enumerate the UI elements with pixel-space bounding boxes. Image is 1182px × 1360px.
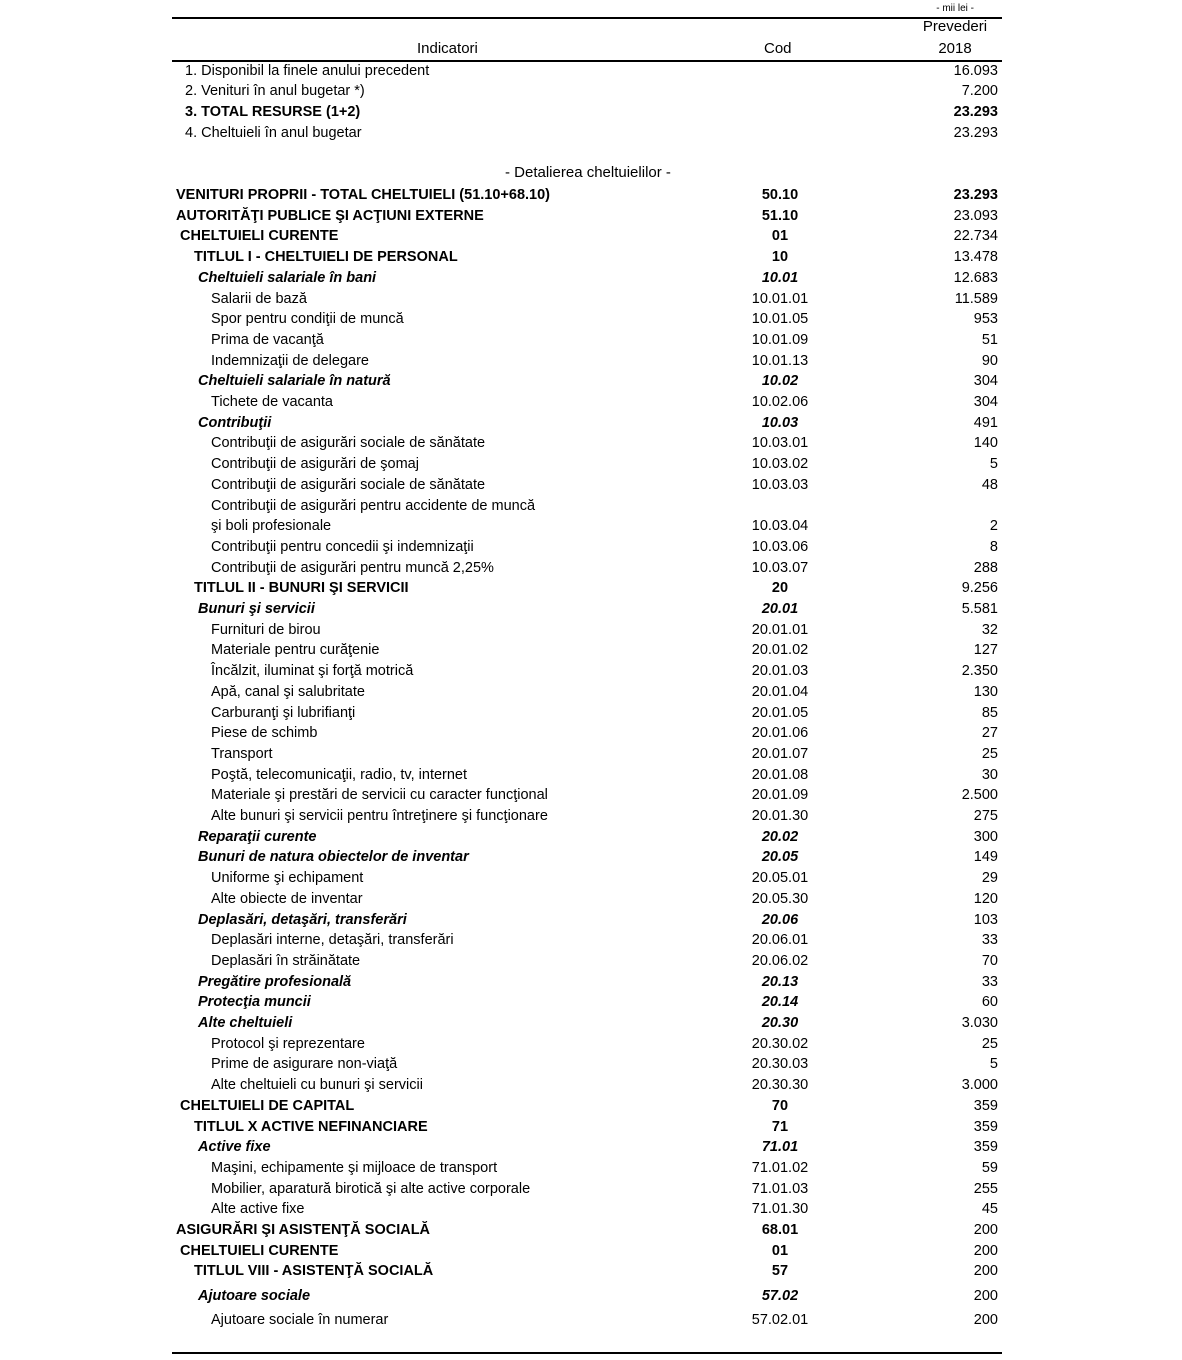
- budget-document: [172, 0, 1002, 1360]
- row-label: Contribuţii de asigurări de şomaj: [211, 456, 419, 473]
- row-value: 304: [973, 394, 998, 410]
- table-row: [172, 558, 1002, 578]
- summary-row: [172, 61, 1002, 81]
- row-code: 10.03.01: [751, 435, 809, 452]
- row-label: Alte bunuri şi servicii pentru întreţinere şi funcţionare: [211, 808, 548, 824]
- row-value: 23.293: [953, 187, 998, 203]
- row-value: 30: [981, 766, 998, 783]
- row-label: AUTORITĂŢI PUBLICE ŞI ACŢIUNI EXTERNE: [176, 207, 484, 224]
- row-label: Contribuţii: [198, 414, 272, 431]
- row-code: 20.05.30: [751, 890, 809, 907]
- table-row: [172, 661, 1002, 681]
- row-code: 10.01.05: [751, 311, 809, 328]
- row-label: Alte cheltuieli cu bunuri şi servicii: [211, 1077, 423, 1094]
- row-value: 33: [981, 973, 998, 990]
- row-label: Uniforme şi echipament: [211, 870, 364, 887]
- row-value: 13.478: [953, 249, 998, 266]
- row-label: TITLUL X ACTIVE NEFINANCIARE: [194, 1118, 428, 1135]
- row-code: 20.01.09: [751, 787, 809, 804]
- table-row: [172, 206, 1002, 226]
- table-row: [172, 226, 1002, 246]
- row-value: 90: [981, 352, 998, 369]
- summary-value: 7.200: [961, 83, 998, 99]
- table-row: [172, 765, 1002, 785]
- row-code: 10.03: [761, 414, 799, 431]
- row-code: 20.01.30: [751, 808, 809, 824]
- row-label: Transport: [211, 745, 273, 762]
- table-row: [172, 1034, 1002, 1054]
- row-value: 25: [981, 1035, 998, 1052]
- table-row: [172, 723, 1002, 743]
- row-label: Piese de schimb: [211, 725, 318, 742]
- row-label: Furnituri de birou: [211, 621, 321, 638]
- row-code: 10.03.04: [751, 518, 809, 535]
- summary-row: [172, 123, 1002, 143]
- row-value: 2: [989, 518, 998, 535]
- row-code: 20.30.30: [751, 1077, 809, 1094]
- row-value: 491: [973, 414, 998, 431]
- details-caption: - Detalierea cheltuielilor -: [505, 164, 671, 181]
- row-code: 20.30: [761, 1015, 799, 1031]
- table-row: [172, 1096, 1002, 1116]
- table-row: [172, 703, 1002, 723]
- row-code: 01: [771, 1242, 789, 1259]
- row-label: CHELTUIELI CURENTE: [180, 228, 339, 245]
- bottom-rule: [172, 1352, 1002, 1354]
- row-value: 85: [981, 704, 998, 721]
- table-row: [172, 1075, 1002, 1095]
- table-row: [172, 309, 1002, 329]
- row-code: 10.02: [761, 373, 799, 390]
- row-label: ASIGURĂRI ŞI ASISTENŢĂ SOCIALĂ: [176, 1222, 431, 1238]
- row-code: 20.01.01: [751, 621, 809, 638]
- header-forecast-line2: 2018: [938, 40, 972, 57]
- table-row: [172, 868, 1002, 888]
- row-code: 10.03.07: [751, 559, 809, 576]
- row-label: Contribuţii de asigurări pentru accidente de muncă: [211, 497, 536, 514]
- row-code: 10.03.06: [751, 538, 809, 555]
- summary-value: 23.293: [953, 104, 998, 120]
- row-label: Spor pentru condiţii de muncă: [211, 311, 404, 328]
- row-code: 20.01.08: [751, 766, 809, 783]
- summary-value: 16.093: [953, 63, 998, 79]
- row-value: 11.589: [954, 290, 998, 307]
- row-value: 3.000: [961, 1077, 998, 1094]
- row-label: Contribuţii de asigurări sociale de sănătate: [211, 435, 486, 452]
- row-value: 32: [981, 621, 998, 638]
- row-label: Materiale şi prestări de servicii cu caracter funcţional: [211, 787, 548, 804]
- row-code: 71.01.30: [751, 1201, 809, 1218]
- row-label: TITLUL VIII - ASISTENŢĂ SOCIALĂ: [194, 1263, 434, 1280]
- table-row: [172, 1013, 1002, 1033]
- row-value: 70: [981, 952, 998, 969]
- row-value: 304: [973, 373, 998, 390]
- row-code: 10.01.09: [751, 331, 809, 348]
- header-indicators: Indicatori: [417, 40, 478, 57]
- row-label: Pregătire profesională: [198, 973, 352, 990]
- table-row: [172, 475, 1002, 495]
- row-label: Mobilier, aparatură birotică şi alte active corporale: [211, 1180, 531, 1197]
- row-label: Protecţia muncii: [198, 994, 311, 1011]
- row-value: 120: [973, 890, 998, 907]
- table-row: [172, 516, 1002, 536]
- row-value: 27: [981, 725, 998, 742]
- row-label: Încălzit, iluminat şi forţă motrică: [211, 663, 414, 680]
- table-row: [172, 785, 1002, 805]
- row-value: 2.350: [961, 663, 998, 680]
- table-row: [172, 847, 1002, 867]
- row-label: Active fixe: [198, 1139, 271, 1156]
- row-code: 20.01.02: [751, 642, 809, 659]
- row-value: 3.030: [961, 1015, 998, 1031]
- row-code: 01: [771, 228, 789, 245]
- row-label: Alte cheltuieli: [198, 1015, 293, 1031]
- row-value: 5.581: [961, 601, 998, 617]
- row-value: 51: [981, 331, 998, 348]
- table-row: [172, 992, 1002, 1012]
- summary-label: 1. Disponibil la finele anului precedent: [185, 63, 430, 79]
- table-row: [172, 1137, 1002, 1157]
- table-row: [172, 1241, 1002, 1261]
- row-code: 20.01.03: [751, 663, 809, 680]
- row-code: 57: [771, 1263, 789, 1280]
- summary-row: [172, 81, 1002, 101]
- row-label: Alte obiecte de inventar: [211, 890, 363, 907]
- row-value: 359: [973, 1118, 998, 1135]
- row-code: 20.01.07: [751, 745, 809, 762]
- table-row: [172, 268, 1002, 288]
- table-row: [172, 1117, 1002, 1137]
- row-code: 20.30.03: [751, 1056, 809, 1073]
- row-label: Salarii de bază: [211, 290, 307, 307]
- row-label: TITLUL II - BUNURI ŞI SERVICII: [194, 580, 409, 597]
- table-row: [172, 682, 1002, 702]
- row-code: 10: [771, 249, 789, 266]
- row-code: 20.05: [761, 849, 799, 866]
- table-row: [172, 392, 1002, 412]
- row-label: Ajutoare sociale: [198, 1288, 311, 1305]
- row-value: 60: [981, 994, 998, 1011]
- row-value: 149: [973, 849, 998, 866]
- table-row: [172, 247, 1002, 267]
- table-row: [172, 1054, 1002, 1074]
- table-row: [172, 889, 1002, 909]
- table-row: [172, 1286, 1002, 1306]
- table-row: [172, 1158, 1002, 1178]
- table-row: [172, 537, 1002, 557]
- table-row: [172, 289, 1002, 309]
- row-label: CHELTUIELI CURENTE: [180, 1242, 339, 1259]
- row-value: 5: [989, 1056, 998, 1073]
- row-code: 51.10: [761, 207, 799, 224]
- row-value: 23.093: [953, 207, 998, 224]
- table-row: [172, 351, 1002, 371]
- row-code: 20.14: [761, 994, 799, 1011]
- row-label: TITLUL I - CHELTUIELI DE PERSONAL: [194, 249, 458, 266]
- row-value: 5: [989, 456, 998, 473]
- row-code: 71: [771, 1118, 789, 1135]
- table-row: [172, 454, 1002, 474]
- row-label: Ajutoare sociale în numerar: [211, 1311, 389, 1328]
- row-code: 10.01.13: [751, 352, 809, 369]
- row-label: Poştă, telecomunicaţii, radio, tv, internet: [211, 766, 468, 783]
- table-row: [172, 1310, 1002, 1330]
- top-rule: [172, 17, 1002, 19]
- header-forecast-line1: Prevederi: [922, 18, 988, 35]
- row-code: 50.10: [761, 187, 799, 203]
- row-value: 200: [973, 1263, 998, 1280]
- row-label: Cheltuieli salariale în bani: [198, 269, 377, 286]
- row-label: Alte active fixe: [211, 1201, 305, 1218]
- summary-row: [172, 102, 1002, 122]
- table-row: [172, 930, 1002, 950]
- row-value: 12.683: [953, 269, 998, 286]
- row-label: Bunuri şi servicii: [198, 601, 315, 617]
- row-value: 300: [973, 828, 998, 845]
- table-row: [172, 620, 1002, 640]
- row-value: 288: [973, 559, 998, 576]
- row-value: 9.256: [961, 580, 998, 597]
- summary-label: 2. Venituri în anul bugetar *): [185, 83, 365, 99]
- row-label: Cheltuieli salariale în natură: [198, 373, 391, 390]
- row-code: 20: [771, 580, 789, 597]
- summary-label: 3. TOTAL RESURSE (1+2): [185, 104, 361, 120]
- row-code: 20.06: [761, 911, 799, 928]
- row-value: 8: [989, 538, 998, 555]
- row-label: Deplasări interne, detaşări, transferări: [211, 932, 454, 949]
- row-value: 2.500: [961, 787, 998, 804]
- row-value: 48: [981, 476, 998, 493]
- row-label: Indemnizaţii de delegare: [211, 352, 369, 369]
- row-label: VENITURI PROPRII - TOTAL CHELTUIELI (51.10+68.10): [176, 187, 550, 203]
- row-value: 359: [973, 1097, 998, 1114]
- row-value: 200: [973, 1311, 998, 1328]
- row-label: Contribuţii de asigurări pentru muncă 2,25%: [211, 559, 494, 576]
- table-row: [172, 640, 1002, 660]
- row-code: 20.01.05: [751, 704, 809, 721]
- row-code: 20.01: [761, 601, 799, 617]
- table-row: [172, 433, 1002, 453]
- table-row: [172, 371, 1002, 391]
- table-row: [172, 330, 1002, 350]
- row-value: 200: [973, 1288, 998, 1305]
- row-label: Contribuţii de asigurări sociale de sănătate: [211, 476, 486, 493]
- row-value: 275: [973, 808, 998, 824]
- row-code: 10.01: [761, 269, 799, 286]
- row-code: 20.06.01: [751, 932, 809, 949]
- row-code: 20.01.06: [751, 725, 809, 742]
- table-row: [172, 910, 1002, 930]
- row-label: Carburanţi şi lubrifianţi: [211, 704, 356, 721]
- row-label: Tichete de vacanta: [211, 394, 333, 410]
- row-code: 10.01.01: [751, 290, 809, 307]
- row-value: 200: [973, 1242, 998, 1259]
- row-code: 20.06.02: [751, 952, 809, 969]
- row-value: 59: [981, 1159, 998, 1176]
- table-row: [172, 1199, 1002, 1219]
- row-code: 57.02.01: [751, 1311, 809, 1328]
- row-value: 45: [981, 1201, 998, 1218]
- row-code: 20.05.01: [751, 870, 809, 887]
- table-row: [172, 951, 1002, 971]
- row-value: 953: [973, 311, 998, 328]
- table-row: [172, 972, 1002, 992]
- row-value: 359: [973, 1139, 998, 1156]
- header-code: Cod: [764, 40, 792, 57]
- table-row: [172, 578, 1002, 598]
- table-row: [172, 744, 1002, 764]
- row-label: Contribuţii pentru concedii şi indemnizaţii: [211, 538, 474, 555]
- table-row: [172, 827, 1002, 847]
- row-value: 29: [981, 870, 998, 887]
- table-row: [172, 1220, 1002, 1240]
- row-code: 20.01.04: [751, 683, 809, 700]
- row-label: Reparaţii curente: [198, 828, 317, 845]
- row-value: 127: [973, 642, 998, 659]
- row-value: 130: [973, 683, 998, 700]
- table-row: [172, 1261, 1002, 1281]
- row-value: 103: [973, 911, 998, 928]
- row-label: şi boli profesionale: [211, 518, 332, 535]
- row-code: 20.02: [761, 828, 799, 845]
- summary-value: 23.293: [953, 125, 998, 141]
- row-value: 140: [973, 435, 998, 452]
- table-row: [172, 496, 1002, 516]
- table-row: [172, 599, 1002, 619]
- row-code: 20.30.02: [751, 1035, 809, 1052]
- row-label: Bunuri de natura obiectelor de inventar: [198, 849, 469, 866]
- row-value: 33: [981, 932, 998, 949]
- row-label: Maşini, echipamente şi mijloace de transport: [211, 1159, 498, 1176]
- table-row: [172, 185, 1002, 205]
- row-value: 200: [973, 1222, 998, 1238]
- row-value: 25: [981, 745, 998, 762]
- row-code: 10.03.03: [751, 476, 809, 493]
- row-value: 22.734: [953, 228, 998, 245]
- row-code: 71.01: [761, 1139, 799, 1156]
- row-code: 20.13: [761, 973, 799, 990]
- row-code: 70: [771, 1097, 789, 1114]
- row-label: Prima de vacanţă: [211, 331, 324, 348]
- summary-label: 4. Cheltuieli în anul bugetar: [185, 125, 362, 141]
- row-code: 10.02.06: [751, 394, 809, 410]
- table-row: [172, 413, 1002, 433]
- row-label: Prime de asigurare non-viaţă: [211, 1056, 398, 1073]
- unit-note: - mii lei -: [936, 3, 974, 14]
- row-label: Deplasări în străinătate: [211, 952, 361, 969]
- row-label: Protocol şi reprezentare: [211, 1035, 365, 1052]
- row-code: 71.01.03: [751, 1180, 809, 1197]
- row-label: Materiale pentru curăţenie: [211, 642, 380, 659]
- row-code: 68.01: [761, 1222, 799, 1238]
- row-label: Deplasări, detaşări, transferări: [198, 911, 407, 928]
- row-label: CHELTUIELI DE CAPITAL: [180, 1097, 355, 1114]
- row-code: 57.02: [761, 1288, 799, 1305]
- table-row: [172, 806, 1002, 826]
- row-code: 10.03.02: [751, 456, 809, 473]
- row-value: 255: [973, 1180, 998, 1197]
- row-label: Apă, canal şi salubritate: [211, 683, 365, 700]
- row-code: 71.01.02: [751, 1159, 809, 1176]
- table-row: [172, 1179, 1002, 1199]
